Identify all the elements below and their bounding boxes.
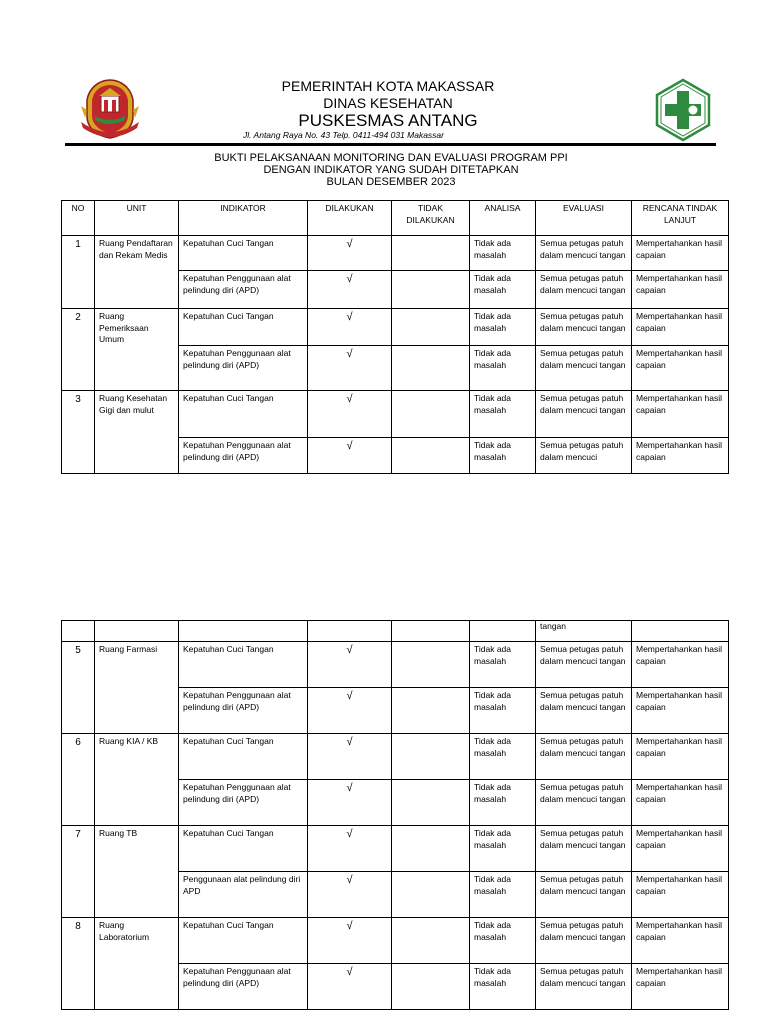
row-number: 3: [62, 391, 95, 474]
indikator-cell: Kepatuhan Cuci Tangan: [179, 642, 308, 688]
empty-cell: [95, 621, 179, 642]
header-address: Jl. Antang Raya No. 43 Telp. 0411-494 031 Makassar: [243, 130, 444, 140]
empty-cell: [392, 688, 470, 734]
analisa-cell: Tidak ada masalah: [470, 236, 536, 271]
analisa-cell: Tidak ada masalah: [470, 918, 536, 964]
indikator-cell: Kepatuhan Penggunaan alat pelindung diri (APD): [179, 438, 308, 474]
rencana-cell: Mempertahankan hasil capaian: [632, 346, 729, 391]
header-divider: [65, 143, 716, 146]
unit-name: Ruang TB: [95, 826, 179, 918]
analisa-cell: Tidak ada masalah: [470, 271, 536, 309]
rencana-cell: Mempertahankan hasil capaian: [632, 271, 729, 309]
check-mark: √: [308, 918, 392, 964]
check-mark: √: [308, 964, 392, 1010]
evaluasi-cell: Semua petugas patuh dalam mencuci tangan: [536, 734, 632, 780]
evaluasi-cell: Semua petugas patuh dalam mencuci tangan: [536, 391, 632, 438]
evaluasi-cell: tangan: [536, 621, 632, 642]
indikator-cell: Kepatuhan Cuci Tangan: [179, 391, 308, 438]
row-number: 7: [62, 826, 95, 918]
table-row: [62, 236, 729, 271]
indikator-cell: Kepatuhan Cuci Tangan: [179, 734, 308, 780]
evaluasi-cell: Semua petugas patuh dalam mencuci tangan: [536, 964, 632, 1010]
header-rencana: RENCANA TINDAK LANJUT: [632, 201, 729, 236]
evaluasi-cell: Semua petugas patuh dalam mencuci tangan: [536, 271, 632, 309]
check-mark: √: [308, 236, 392, 271]
analisa-cell: Tidak ada masalah: [470, 346, 536, 391]
header-analisa: ANALISA: [470, 201, 536, 236]
rencana-cell: Mempertahankan hasil capaian: [632, 642, 729, 688]
evaluasi-cell: Semua petugas patuh dalam mencuci tangan: [536, 309, 632, 346]
empty-cell: [308, 621, 392, 642]
table-row: [62, 642, 729, 688]
row-number: 8: [62, 918, 95, 1010]
header-evaluasi: EVALUASI: [536, 201, 632, 236]
analisa-cell: Tidak ada masalah: [470, 309, 536, 346]
monitoring-table-page-1: [61, 200, 729, 474]
unit-name: Ruang KIA / KB: [95, 734, 179, 826]
analisa-cell: Tidak ada masalah: [470, 438, 536, 474]
empty-cell: [392, 391, 470, 438]
evaluasi-cell: Semua petugas patuh dalam mencuci tangan: [536, 872, 632, 918]
unit-name: Ruang Pemeriksaan Umum: [95, 309, 179, 391]
empty-cell: [392, 872, 470, 918]
check-mark: √: [308, 642, 392, 688]
analisa-cell: Tidak ada masalah: [470, 826, 536, 872]
check-mark: √: [308, 438, 392, 474]
header-tidak-dilakukan: TIDAK DILAKUKAN: [392, 201, 470, 236]
document-subtitle: DENGAN INDIKATOR YANG SUDAH DITETAPKAN: [263, 164, 519, 176]
rencana-cell: Mempertahankan hasil capaian: [632, 438, 729, 474]
empty-cell: [392, 918, 470, 964]
unit-name: Ruang Pendaftaran dan Rekam Medis: [95, 236, 179, 309]
evaluasi-cell: Semua petugas patuh dalam mencuci tangan: [536, 688, 632, 734]
unit-name: Ruang Farmasi: [95, 642, 179, 734]
row-number: 5: [62, 642, 95, 734]
check-mark: √: [308, 780, 392, 826]
empty-cell: [392, 236, 470, 271]
header-puskesmas: PUSKESMAS ANTANG: [298, 111, 478, 130]
empty-cell: [392, 964, 470, 1010]
rencana-cell: Mempertahankan hasil capaian: [632, 826, 729, 872]
table-row: [62, 918, 729, 964]
table-header-row: [62, 201, 729, 236]
empty-cell: [179, 621, 308, 642]
check-mark: √: [308, 872, 392, 918]
indikator-cell: Kepatuhan Cuci Tangan: [179, 826, 308, 872]
rencana-cell: Mempertahankan hasil capaian: [632, 734, 729, 780]
empty-cell: [62, 621, 95, 642]
table-row: [62, 734, 729, 780]
indikator-cell: Kepatuhan Penggunaan alat pelindung diri (APD): [179, 346, 308, 391]
check-mark: √: [308, 734, 392, 780]
analisa-cell: Tidak ada masalah: [470, 391, 536, 438]
header-dilakukan: DILAKUKAN: [308, 201, 392, 236]
empty-cell: [392, 621, 470, 642]
check-mark: √: [308, 271, 392, 309]
analisa-cell: Tidak ada masalah: [470, 780, 536, 826]
rencana-cell: Mempertahankan hasil capaian: [632, 391, 729, 438]
analisa-cell: Tidak ada masalah: [470, 688, 536, 734]
indikator-cell: Kepatuhan Penggunaan alat pelindung diri (APD): [179, 271, 308, 309]
empty-cell: [632, 621, 729, 642]
empty-cell: [470, 621, 536, 642]
empty-cell: [392, 734, 470, 780]
row-number: 1: [62, 236, 95, 309]
analisa-cell: Tidak ada masalah: [470, 872, 536, 918]
document-title: BUKTI PELAKSANAAN MONITORING DAN EVALUASI PROGRAM PPI: [214, 152, 568, 164]
table-row-continuation: [62, 621, 729, 642]
row-number: 6: [62, 734, 95, 826]
empty-cell: [392, 438, 470, 474]
empty-cell: [392, 346, 470, 391]
evaluasi-cell: Semua petugas patuh dalam mencuci tangan: [536, 642, 632, 688]
indikator-cell: Kepatuhan Penggunaan alat pelindung diri (APD): [179, 688, 308, 734]
indikator-cell: Penggunaan alat pelindung diri APD: [179, 872, 308, 918]
indikator-cell: Kepatuhan Penggunaan alat pelindung diri (APD): [179, 964, 308, 1010]
check-mark: √: [308, 688, 392, 734]
unit-name: Ruang Kesehatan Gigi dan mulut: [95, 391, 179, 474]
rencana-cell: Mempertahankan hasil capaian: [632, 309, 729, 346]
empty-cell: [392, 309, 470, 346]
rencana-cell: Mempertahankan hasil capaian: [632, 918, 729, 964]
indikator-cell: Kepatuhan Cuci Tangan: [179, 918, 308, 964]
rencana-cell: Mempertahankan hasil capaian: [632, 236, 729, 271]
indikator-cell: Kepatuhan Penggunaan alat pelindung diri (APD): [179, 780, 308, 826]
check-mark: √: [308, 346, 392, 391]
check-mark: √: [308, 309, 392, 346]
row-number: 2: [62, 309, 95, 391]
check-mark: √: [308, 826, 392, 872]
header-department: DINAS KESEHATAN: [323, 95, 453, 111]
header-government: PEMERINTAH KOTA MAKASSAR: [281, 78, 495, 94]
evaluasi-cell: Semua petugas patuh dalam mencuci tangan: [536, 780, 632, 826]
header-no: NO: [62, 201, 95, 236]
evaluasi-cell: Semua petugas patuh dalam mencuci: [536, 438, 632, 474]
analisa-cell: Tidak ada masalah: [470, 964, 536, 1010]
rencana-cell: Mempertahankan hasil capaian: [632, 964, 729, 1010]
empty-cell: [392, 642, 470, 688]
empty-cell: [392, 826, 470, 872]
table-row: [62, 391, 729, 438]
rencana-cell: Mempertahankan hasil capaian: [632, 872, 729, 918]
table-row: [62, 309, 729, 346]
check-mark: √: [308, 391, 392, 438]
evaluasi-cell: Semua petugas patuh dalam mencuci tangan: [536, 236, 632, 271]
unit-name: Ruang Laboratorium: [95, 918, 179, 1010]
monitoring-table-page-2: [61, 620, 729, 1010]
header-indikator: INDIKATOR: [179, 201, 308, 236]
rencana-cell: Mempertahankan hasil capaian: [632, 688, 729, 734]
table-row: [62, 826, 729, 872]
evaluasi-cell: Semua petugas patuh dalam mencuci tangan: [536, 918, 632, 964]
analisa-cell: Tidak ada masalah: [470, 734, 536, 780]
document-period: BULAN DESEMBER 2023: [326, 176, 456, 188]
rencana-cell: Mempertahankan hasil capaian: [632, 780, 729, 826]
evaluasi-cell: Semua petugas patuh dalam mencuci tangan: [536, 826, 632, 872]
evaluasi-cell: Semua petugas patuh dalam mencuci tangan: [536, 346, 632, 391]
indikator-cell: Kepatuhan Cuci Tangan: [179, 236, 308, 271]
empty-cell: [392, 780, 470, 826]
analisa-cell: Tidak ada masalah: [470, 642, 536, 688]
indikator-cell: Kepatuhan Cuci Tangan: [179, 309, 308, 346]
empty-cell: [392, 271, 470, 309]
header-unit: UNIT: [95, 201, 179, 236]
